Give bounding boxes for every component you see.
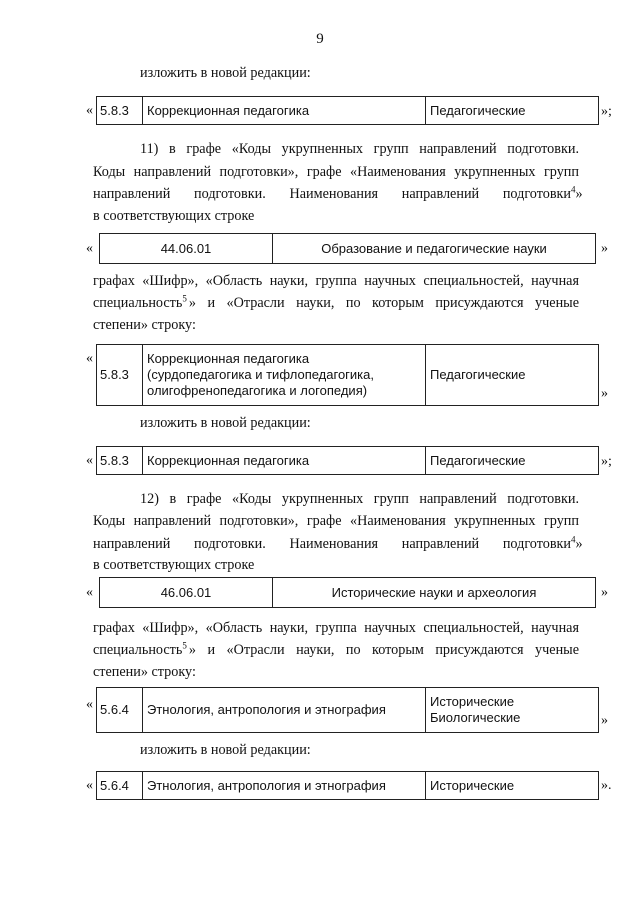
paragraph-line [93,294,579,312]
footnote-mark: 5 [182,293,187,304]
open-quote: « [86,103,93,118]
intro-text: изложить в новой редакции: [140,65,311,81]
paragraph-line: в соответствующих строке [93,557,255,573]
intro-text: изложить в новой редакции: [140,742,311,758]
paragraph-line: графах «Шифр», «Область науки, группа научных специальностей, научная [93,273,579,289]
name-cell: Коррекционная педагогика [143,447,426,475]
branch-line: Исторические [430,694,515,709]
name-cell: Этнология, антропология и этнография [143,772,426,800]
paragraph-text: » и «Отрасли науки, по которым присуждаются ученые [188,642,579,658]
name-cell: Этнология, антропология и этнография [143,688,426,733]
open-quote: « [86,778,93,793]
close-quote: ». [601,778,612,793]
close-quote: » [601,585,608,600]
name-cell: Коррекционная педагогика [143,97,426,125]
code-cell: 44.06.01 [100,234,273,264]
table-row-4 [96,446,599,475]
close-quote: » [601,386,608,401]
name-line: олигофренопедагогика и логопедия) [147,383,368,398]
paragraph-line: степени» строку: [93,664,196,680]
footnote-mark: 4 [571,184,576,195]
table-row-6 [96,687,599,733]
paragraph-line [93,534,583,553]
page-number: 9 [316,31,324,47]
table-row-3 [96,344,599,406]
paragraph-text: » [575,536,583,552]
name-line: Коррекционная педагогика [147,351,310,366]
branch-cell: Педагогические [426,447,599,475]
paragraph-line: 11) в графе «Коды укрупненных групп направлений подготовки. [140,141,579,157]
close-quote: »; [601,454,612,469]
table-row-5 [99,577,596,608]
name-cell: Исторические науки и археология [273,578,596,608]
paragraph-text: специальность$^5$ [93,293,187,311]
close-quote: »; [601,104,612,119]
paragraph-line: Коды направлений подготовки», графе «Наименования укрупненных групп [93,513,579,529]
table-row-7 [96,771,599,800]
name-cell: Образование и педагогические науки [273,234,596,264]
paragraph-line: Коды направлений подготовки», графе «Наименования укрупненных групп [93,164,579,180]
paragraph-text: специальность$^5$ [93,640,187,658]
open-quote: « [86,585,93,600]
open-quote: « [86,351,93,366]
branch-line: Биологические [430,710,521,725]
close-quote: » [601,713,608,728]
code-cell: 5.6.4 [97,772,143,800]
table-row-1 [96,96,599,125]
name-line: (сурдопедагогика и тифлопедагогика, [147,367,374,382]
code-cell: 5.6.4 [97,688,143,733]
paragraph-line: 12) в графе «Коды укрупненных групп направлений подготовки. [140,491,579,507]
open-quote: « [86,453,93,468]
branch-cell: Педагогические [426,97,599,125]
open-quote: « [86,241,93,256]
close-quote: » [601,241,608,256]
paragraph-text: направлений подготовки. Наименования направлений подготовки [93,536,571,552]
branch-cell: Исторические [426,772,599,800]
paragraph-line: степени» строку: [93,317,196,333]
paragraph-text: направлений подготовки. Наименования направлений подготовки [93,186,571,202]
branch-cell [426,688,599,733]
code-cell: 5.8.3 [97,345,143,406]
paragraph-line: графах «Шифр», «Область науки, группа научных специальностей, научная [93,620,579,636]
table-row-2 [99,233,596,264]
code-cell: 5.8.3 [97,447,143,475]
paragraph-line [93,184,583,203]
paragraph-text: » и «Отрасли науки, по которым присуждаются ученые [188,295,579,311]
footnote-mark: 4 [571,534,576,545]
name-cell [143,345,426,406]
open-quote: « [86,697,93,712]
intro-text: изложить в новой редакции: [140,415,311,431]
footnote-mark: 5 [182,640,187,651]
branch-cell: Педагогические [426,345,599,406]
code-cell: 5.8.3 [97,97,143,125]
paragraph-line: в соответствующих строке [93,208,255,224]
paragraph-text: » [575,186,583,202]
paragraph-line [93,641,579,659]
code-cell: 46.06.01 [100,578,273,608]
